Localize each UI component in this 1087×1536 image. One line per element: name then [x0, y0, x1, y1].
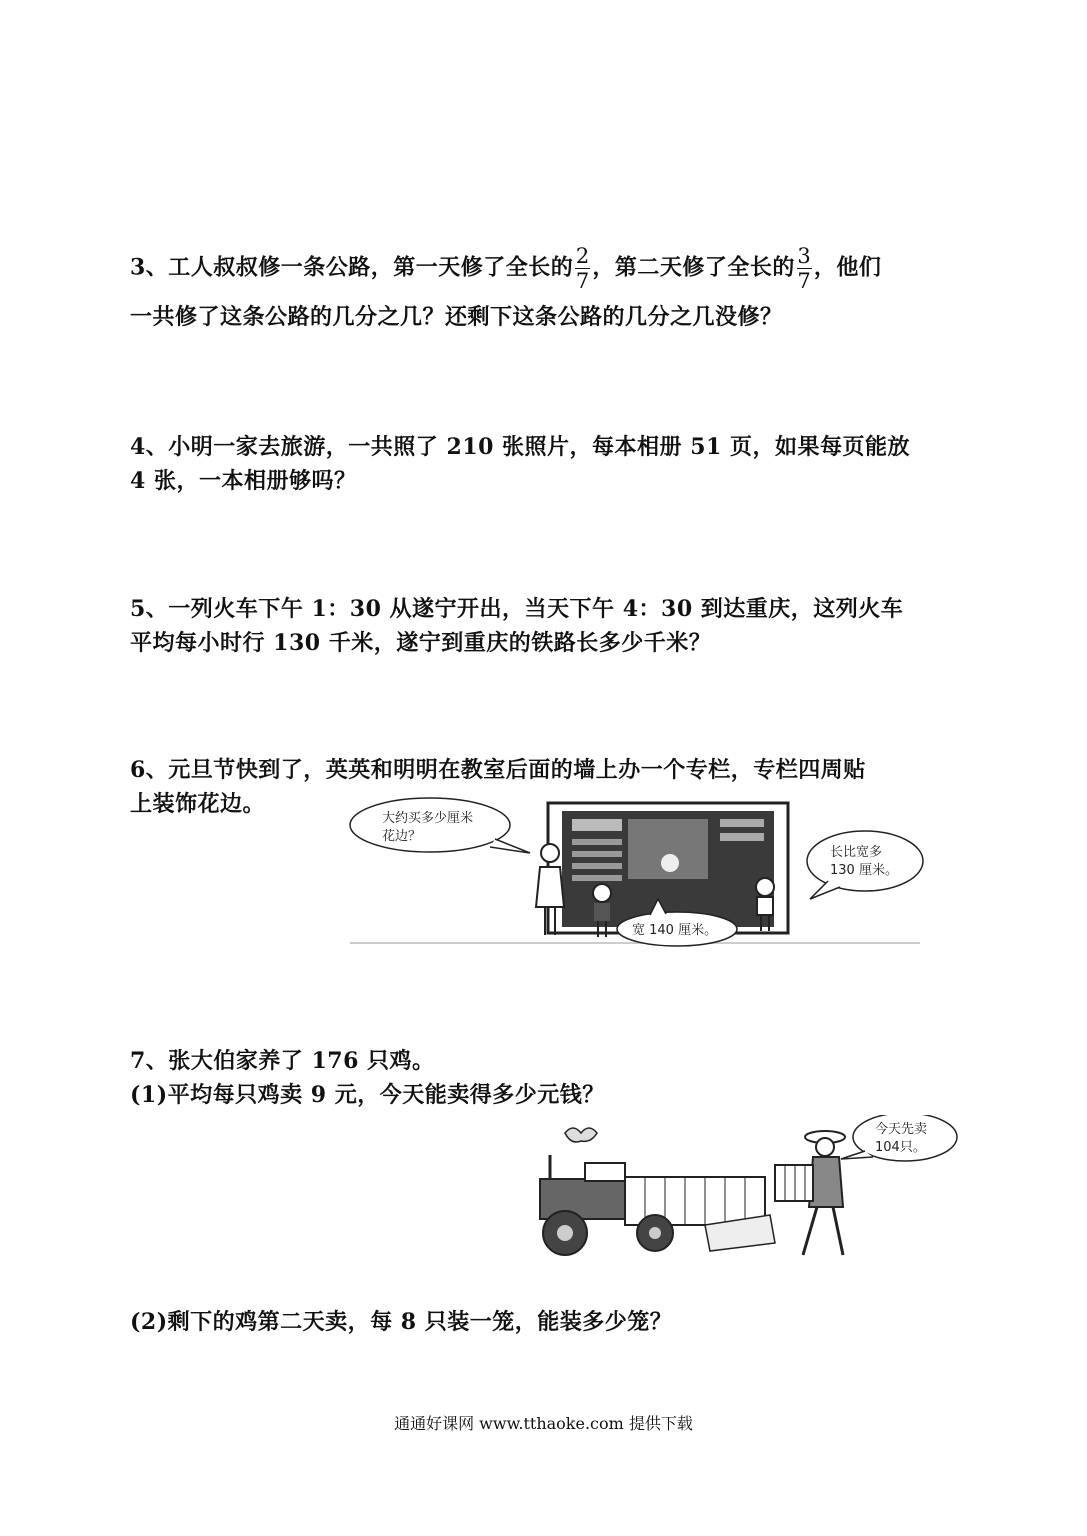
q5-line-1: 5、一列火车下午 1：30 从遂宁开出，当天下午 4：30 到达重庆，这列火车 — [130, 596, 904, 622]
bubble-right-line-2: 130 厘米。 — [830, 863, 898, 878]
q3-text-b: ，第二天修了全长的 — [592, 254, 795, 281]
fraction-two-sevenths: $\frac{2}{7}$ — [575, 244, 590, 293]
q3-text-a: 3、工人叔叔修一条公路，第一天修了全长的 — [130, 254, 574, 281]
q7-line-1: 7、张大伯家养了 176 只鸡。 — [130, 1048, 435, 1074]
bubble-farmer-line-2: 104只。 — [875, 1140, 926, 1155]
speech-bubble-right — [807, 831, 923, 891]
fraction-three-sevenths: $\frac{3}{7}$ — [797, 244, 812, 293]
q6-line-1: 6、元旦节快到了，英英和明明在教室后面的墙上办一个专栏，专栏四周贴 — [130, 757, 866, 783]
q4-line-1: 4、小明一家去旅游，一共照了 210 张照片，每本相册 51 页，如果每页能放 — [130, 434, 910, 460]
bubble-farmer-line-1: 今天先卖 — [875, 1122, 928, 1137]
q4-line-2: 4 张，一本相册够吗？ — [130, 468, 357, 494]
q6-line-2: 上装饰花边。 — [130, 791, 266, 817]
q3-text-c: ，他们 — [813, 254, 882, 281]
q3-line-1 — [130, 244, 960, 293]
tractor-illustration — [525, 1115, 985, 1275]
bubble-bottom-text: 宽 140 厘米。 — [632, 923, 718, 938]
q5-line-2: 平均每小时行 130 千米，遂宁到重庆的铁路长多少千米？ — [130, 630, 712, 656]
q3-line-2: 一共修了这条公路的几分之几？还剩下这条公路的几分之几没修？ — [130, 304, 783, 330]
bubble-right-line-1: 长比宽多 — [830, 845, 883, 860]
bubble-left-line-1: 大约买多少厘米 — [382, 811, 474, 826]
page-footer: 通通好课网 www.tthaoke.com 提供下载 — [394, 1414, 693, 1433]
q7-sub-2: (2)剩下的鸡第二天卖，每 8 只装一笼，能装多少笼？ — [130, 1309, 673, 1335]
bulletin-board-illustration — [340, 795, 930, 955]
bubble-left-line-2: 花边？ — [382, 829, 422, 844]
q7-sub-1: (1)平均每只鸡卖 9 元，今天能卖得多少元钱？ — [130, 1082, 605, 1108]
